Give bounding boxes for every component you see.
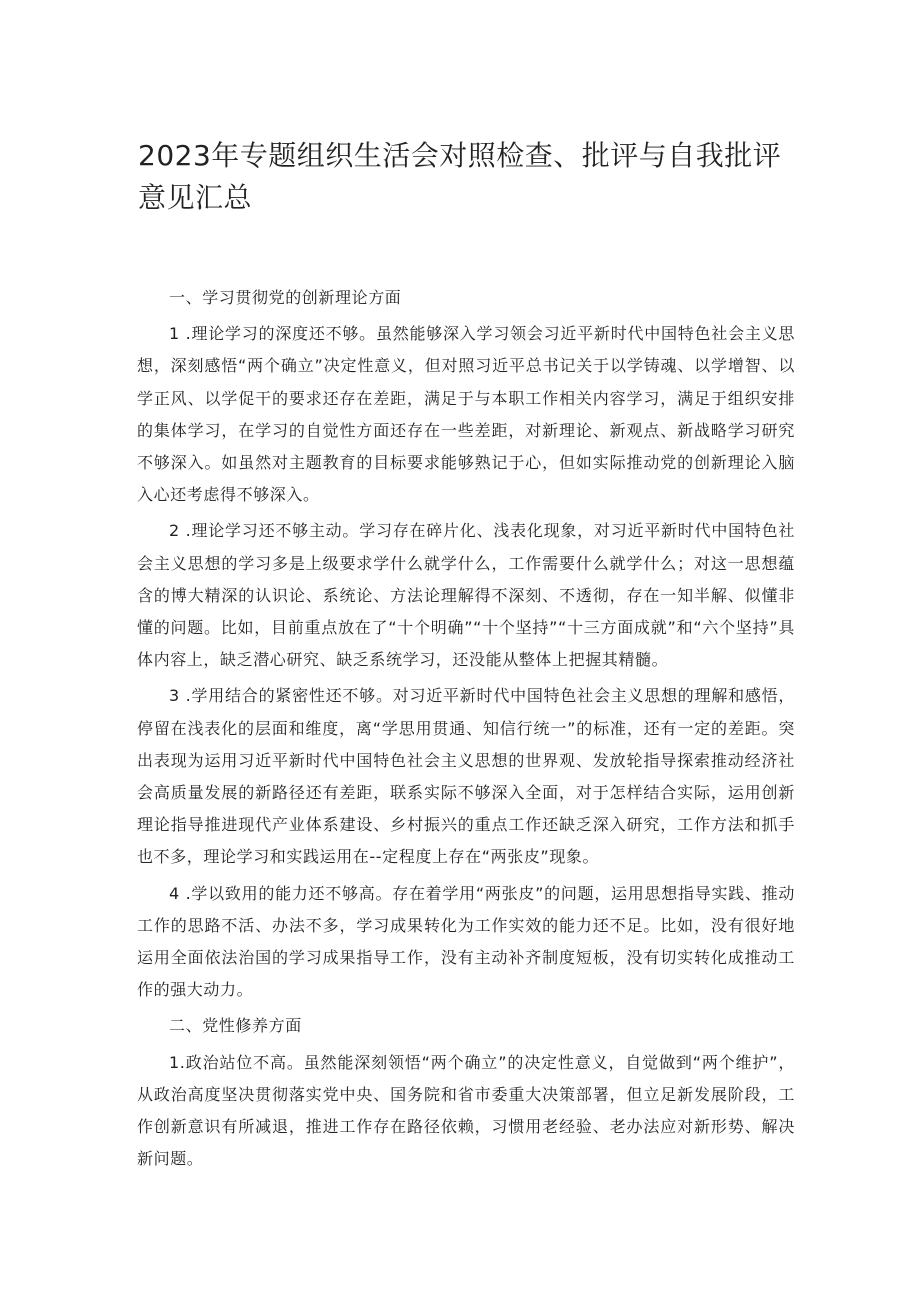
paragraph-2-1 <box>137 1047 795 1176</box>
item-text: 虽然能够深入学习领会习近平新时代中国特色社会主义思想，深刻感悟“两个确立”决定性意义，但对照习近平总书记关于以学铸魂、以学增智、以学正风、以学促干的要求还存在差距，满足于与本职工作相关内容学习，满足于组织安排的集体学习，在学习的自觉性方面还存在一些差距，对新理论、新观点、新战略学习研究不够深入。如虽然对主题教育的目标要求能够熟记于心，但如实际推动党的创新理论入脑入心还考虑得不够深入。 <box>137 324 795 505</box>
section-heading-1: 一、学习贯彻党的创新理论方面 <box>169 288 402 307</box>
paragraph-1-1 <box>137 318 795 511</box>
paragraph-1-3 <box>137 680 795 873</box>
item-text: 对习近平新时代中国特色社会主义思想的理解和感悟，停留在浅表化的层面和维度，离“学思用贯通、知信行统一”的标准，还有一定的差距。突出表现为运用习近平新时代中国特色社会主义思想的世界观、发放轮指导探索推动经济社会高质量发展的新路径还有差距，联系实际不够深入全面，对于怎样结合实际，运用创新理论指导推进现代产业体系建设、乡村振兴的重点工作还缺乏深入研究，工作方法和抓手也不多，理论学习和实践运用在--定程度上存在“两张皮”现象。 <box>137 686 795 867</box>
paragraph-1-2 <box>137 515 795 676</box>
item-lead: 4 .学以致用的能力还不够高。 <box>169 883 393 903</box>
item-text: 存在着学用“两张皮”的问题，运用思想指导实践、推动工作的思路不活、办法不多，学习成果转化为工作实效的能力还不足。比如，没有很好地运用全面依法治国的学习成果指导工作，没有主动补齐制度短板，没有切实转化成推动工作的强大动力。 <box>137 883 795 1000</box>
item-lead: 3 .学用结合的紧密性还不够。 <box>169 686 393 706</box>
item-text: 学习存在碎片化、浅表化现象，对习近平新时代中国特色社会主义思想的学习多是上级要求学什么就学什么，工作需要什么就学什么；对这一思想蕴含的博大精深的认识论、系统论、方法论理解得不深刻、不透彻，存在一知半解、似懂非懂的问题。比如，目前重点放在了“十个明确”“十个坚持”“十三方面成就”和“六个坚持”具体内容上，缺乏潜心研究、缺乏系统学习，还没能从整体上把握其精髓。 <box>137 521 796 670</box>
document-body <box>137 282 795 1179</box>
item-text: 虽然能深刻领悟“两个确立”的决定性意义，自觉做到“两个维护”，从政治高度坚决贯彻落实党中央、国务院和省市委重大决策部署，但立足新发展阶段，工作创新意识有所减退，推进工作存在路径依赖，习惯用老经验、老办法应对新形势、解决新问题。 <box>137 1052 795 1169</box>
item-lead: 2 .理论学习还不够主动。 <box>169 521 360 541</box>
section-heading-2: 二、党性修养方面 <box>169 1016 302 1036</box>
paragraph-1-4 <box>137 878 795 1007</box>
item-lead: 1 .理论学习的深度还不够。 <box>169 324 376 344</box>
document-title: 2023年专题组织生活会对照检查、批评与自我批评意见汇总 <box>138 139 782 214</box>
item-lead: 1.政治站位不高。 <box>169 1052 304 1072</box>
